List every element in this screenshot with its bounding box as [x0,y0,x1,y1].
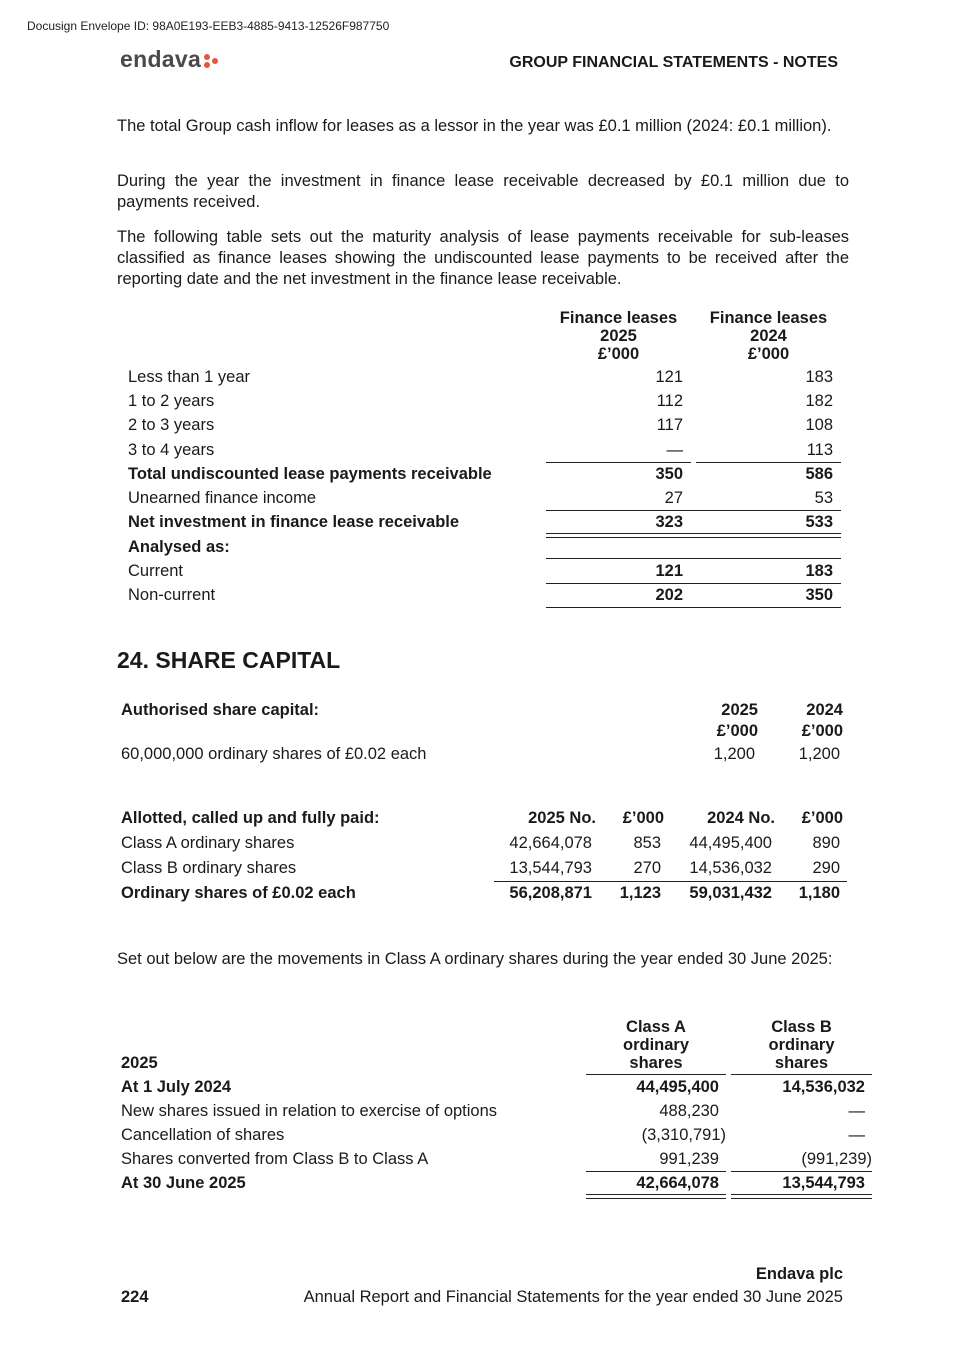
movements-header-class-a: Class A ordinary shares [622,1018,690,1072]
table-cell: 108 [805,416,833,434]
divider [546,558,841,559]
authorised-unit-2024: £’000 [801,722,843,740]
table-row-label: 1 to 2 years [128,392,215,410]
table-cell: 890 [812,834,840,852]
logo-text: endava [120,46,202,72]
table-cell: 323 [655,513,683,531]
table-row-label: 60,000,000 ordinary shares of £0.02 each [121,745,427,763]
paragraph-maturity: The following table sets out the maturity analysis of lease payments receivable for sub-leases classified as finance leases showing the undiscounted lease payments to be received after the reporting date and the net investment in the finance lease receivable. [117,228,849,288]
paragraph-investment: During the year the investment in finance lease receivable decreased by £0.1 million due to payments received. [117,172,849,211]
table-cell: — [848,1126,865,1144]
table-cell: 44,495,400 [689,834,772,852]
table-row-label: Less than 1 year [128,368,250,386]
divider [586,1171,726,1172]
table-cell: 44,495,400 [636,1078,719,1096]
double-divider [546,533,841,538]
authorised-col-2024: 2024 [806,701,843,719]
divider [546,583,841,584]
table-row-label: Class A ordinary shares [121,834,295,852]
paragraph-movements-intro: Set out below are the movements in Class A ordinary shares during the year ended 30 June 2025: [117,950,833,968]
table-row-label: Cancellation of shares [121,1126,285,1144]
allotted-header: £’000 [622,809,664,827]
divider [696,462,841,463]
allotted-header: £’000 [801,809,843,827]
table-row-label: Total undiscounted lease payments receivable [128,465,492,483]
table-cell: 42,664,078 [509,834,592,852]
allotted-label: Allotted, called up and fully paid: [121,809,380,827]
table-cell: 533 [805,513,833,531]
table-cell: 202 [655,586,683,604]
table-cell: 183 [805,368,833,386]
divider [546,510,841,511]
table-cell: 14,536,032 [782,1078,865,1096]
table-cell: 42,664,078 [636,1174,719,1192]
table-cell: 853 [633,834,661,852]
envelope-id: Docusign Envelope ID: 98A0E193-EEB3-4885-9413-12526F987750 [27,19,390,33]
table-cell: 121 [655,562,683,580]
double-divider [586,1194,726,1199]
lease-header-2024: Finance leases 2024 £’000 [709,309,828,363]
table-cell: — [848,1102,865,1120]
authorised-label: Authorised share capital: [121,701,320,719]
table-cell: 586 [805,465,833,483]
table-cell: 14,536,032 [689,859,772,877]
table-cell: 270 [633,859,661,877]
section-title: 24. SHARE CAPITAL [117,647,341,673]
divider [546,607,841,608]
authorised-col-2025: 2025 [721,701,758,719]
table-cell: 121 [655,368,683,386]
table-cell: 290 [812,859,840,877]
table-cell: 13,544,793 [509,859,592,877]
table-cell: 112 [656,392,683,410]
header-title: GROUP FINANCIAL STATEMENTS - NOTES [509,54,838,71]
page-number: 224 [121,1288,149,1306]
table-cell: 991,239 [659,1150,719,1168]
table-cell: — [666,441,683,459]
movements-year: 2025 [121,1054,158,1072]
allotted-header: 2025 No. [528,809,596,827]
table-row-label: Ordinary shares of £0.02 each [121,884,356,902]
table-cell: 1,180 [798,884,840,902]
table-cell: (991,239) [801,1150,872,1168]
divider [731,1074,872,1075]
table-cell: 1,200 [713,745,755,763]
table-cell: 13,544,793 [782,1174,865,1192]
table-cell: 53 [814,489,833,507]
table-row-label: At 30 June 2025 [121,1174,246,1192]
table-row-label: Unearned finance income [128,489,317,507]
divider [546,462,691,463]
double-divider [731,1194,872,1199]
table-cell: 350 [805,586,833,604]
table-cell: 488,230 [659,1102,719,1120]
endava-logo [120,46,219,73]
divider [494,881,847,882]
footer-report-title: Annual Report and Financial Statements for the year ended 30 June 2025 [303,1288,843,1306]
table-cell: 1,200 [798,745,840,763]
table-row-label: 2 to 3 years [128,416,215,434]
lease-header-2025: Finance leases 2025 £’000 [559,309,678,363]
movements-header-class-b: Class B ordinary shares [768,1018,835,1072]
table-row-label: Net investment in finance lease receivable [128,513,460,531]
table-row-label: Shares converted from Class B to Class A [121,1150,429,1168]
table-cell: 1,123 [619,884,661,902]
table-row-label: New shares issued in relation to exercise of options [121,1102,498,1120]
logo-mark-icon [203,53,219,69]
table-row-label: 3 to 4 years [128,441,215,459]
table-cell: 59,031,432 [689,884,772,902]
table-cell: 350 [655,465,683,483]
footer-company: Endava plc [755,1265,843,1283]
table-cell: 182 [805,392,833,410]
table-row-label: Analysed as: [128,538,230,556]
authorised-unit-2025: £’000 [716,722,758,740]
table-row-label: Current [128,562,184,580]
table-row-label: At 1 July 2024 [121,1078,232,1096]
table-cell: (3,310,791) [641,1126,726,1144]
paragraph-cash-inflow: The total Group cash inflow for leases as a lessor in the year was £0.1 million (2024: £0.1 million). [117,117,832,135]
table-cell: 183 [805,562,833,580]
allotted-header: 2024 No. [707,809,775,827]
divider [586,1074,726,1075]
table-cell: 113 [806,441,833,459]
divider [731,1171,872,1172]
table-cell: 27 [664,489,683,507]
table-cell: 56,208,871 [509,884,592,902]
table-row-label: Non-current [128,586,216,604]
table-row-label: Class B ordinary shares [121,859,297,877]
table-cell: 117 [656,416,683,434]
